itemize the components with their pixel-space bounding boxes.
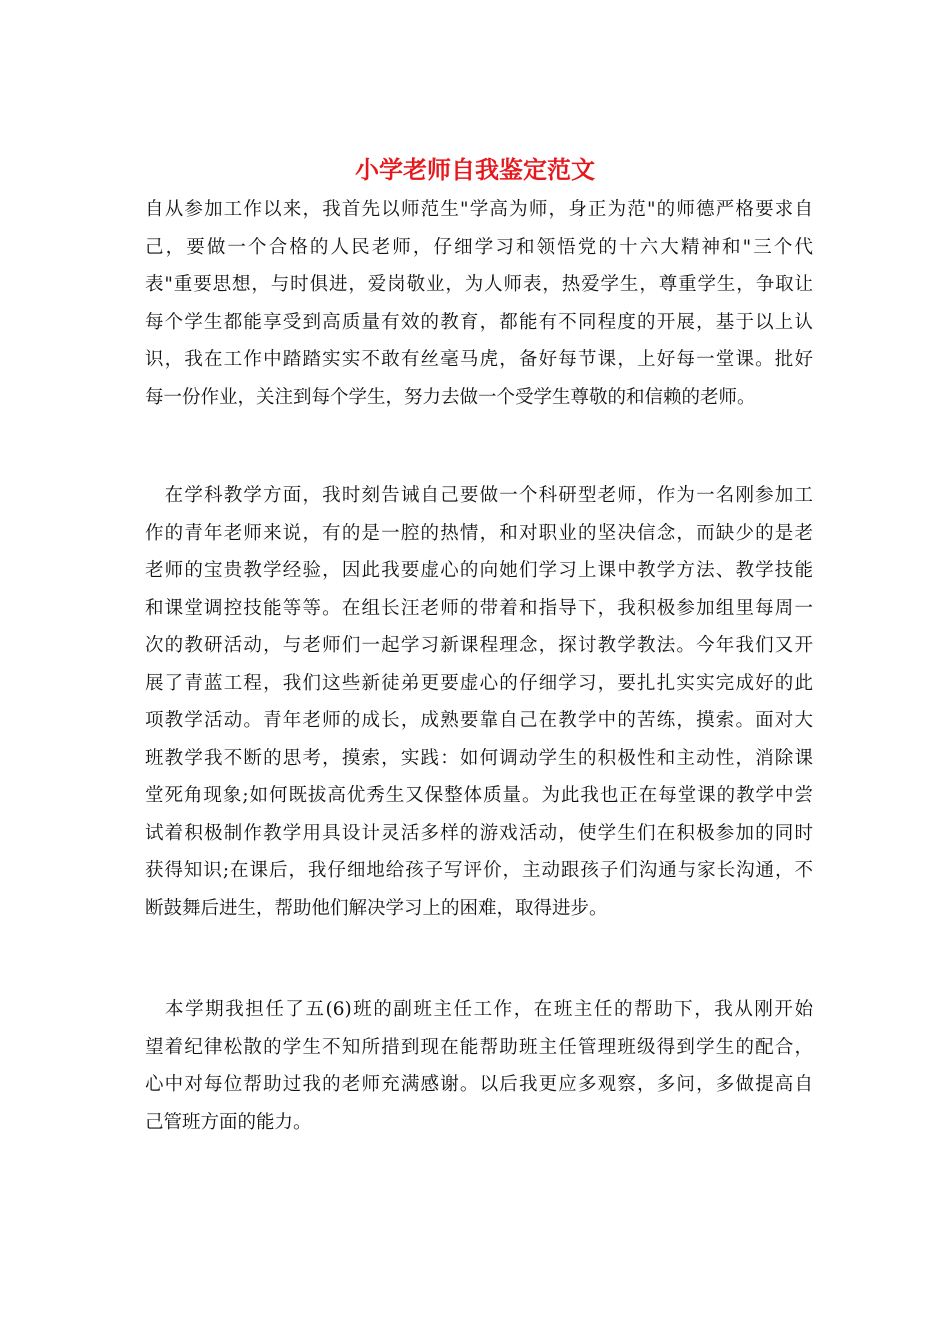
paragraph-line: 自从参加工作以来，我首先以师范生"学高为师，身正为范"的师德严格要求自 — [145, 199, 813, 220]
paragraph-line: 次的教研活动，与老师们一起学习新课程理念，探讨教学教法。今年我们又开 — [145, 635, 813, 656]
paragraph-line: 展了青蓝工程，我们这些新徒弟更要虚心的仔细学习，要扎扎实实完成好的此 — [145, 672, 813, 694]
paragraph-line: 己，要做一个合格的人民老师，仔细学习和领悟党的十六大精神和"三个代 — [145, 236, 813, 258]
paragraph-line: 项教学活动。青年老师的成长，成熟要靠自己在教学中的苦练，摸索。面对大 — [145, 710, 813, 731]
document-title: 小学老师自我鉴定范文 — [355, 155, 595, 184]
paragraph-2 — [145, 477, 813, 927]
paragraph-line: 识，我在工作中踏踏实实不敢有丝毫马虎，备好每节课，上好每一堂课。批好 — [145, 349, 813, 370]
paragraph-line: 和课堂调控技能等等。在组长汪老师的带着和指导下，我积极参加组里每周一 — [145, 597, 813, 619]
paragraph-line: 表"重要思想，与时俱进，爱岗敬业，为人师表，热爱学生，尊重学生，争取让 — [145, 274, 813, 295]
paragraph-line: 每一份作业，关注到每个学生，努力去做一个受学生尊敬的和信赖的老师。 — [145, 386, 756, 408]
paragraph-line: 心中对每位帮助过我的老师充满感谢。以后我更应多观察，多问，多做提高自 — [145, 1074, 813, 1095]
paragraph-1 — [145, 191, 813, 416]
paragraph-3 — [145, 991, 813, 1141]
paragraph-line: 作的青年老师来说，有的是一腔的热情，和对职业的坚决信念，而缺少的是老 — [145, 522, 813, 544]
paragraph-line: 己管班方面的能力。 — [145, 1111, 312, 1133]
paragraph-line: 老师的宝贵教学经验，因此我要虚心的向她们学习上课中教学方法、教学技能 — [145, 560, 813, 581]
paragraph-line: 获得知识;在课后，我仔细地给孩子写评价，主动跟孩子们沟通与家长沟通，不 — [145, 860, 813, 881]
paragraph-line: 试着积极制作教学用具设计灵活多样的游戏活动，使学生们在积极参加的同时 — [145, 822, 813, 844]
paragraph-line: 堂死角现象;如何既拔高优秀生又保整体质量。为此我也正在每堂课的教学中尝 — [145, 785, 813, 806]
paragraph-line: 望着纪律松散的学生不知所措到现在能帮助班主任管理班级得到学生的配合， — [145, 1036, 813, 1058]
paragraph-line: 断鼓舞后进生，帮助他们解决学习上的困难，取得进步。 — [145, 897, 608, 919]
paragraph-line: 班教学我不断的思考，摸索，实践：如何调动学生的积极性和主动性，消除课 — [145, 747, 813, 769]
paragraph-line: 在学科教学方面，我时刻告诫自己要做一个科研型老师，作为一名刚参加工 — [145, 485, 813, 506]
paragraph-line: 本学期我担任了五(6)班的副班主任工作，在班主任的帮助下，我从刚开始 — [145, 999, 813, 1020]
paragraph-line: 每个学生都能享受到高质量有效的教育，都能有不同程度的开展，基于以上认 — [145, 311, 813, 333]
